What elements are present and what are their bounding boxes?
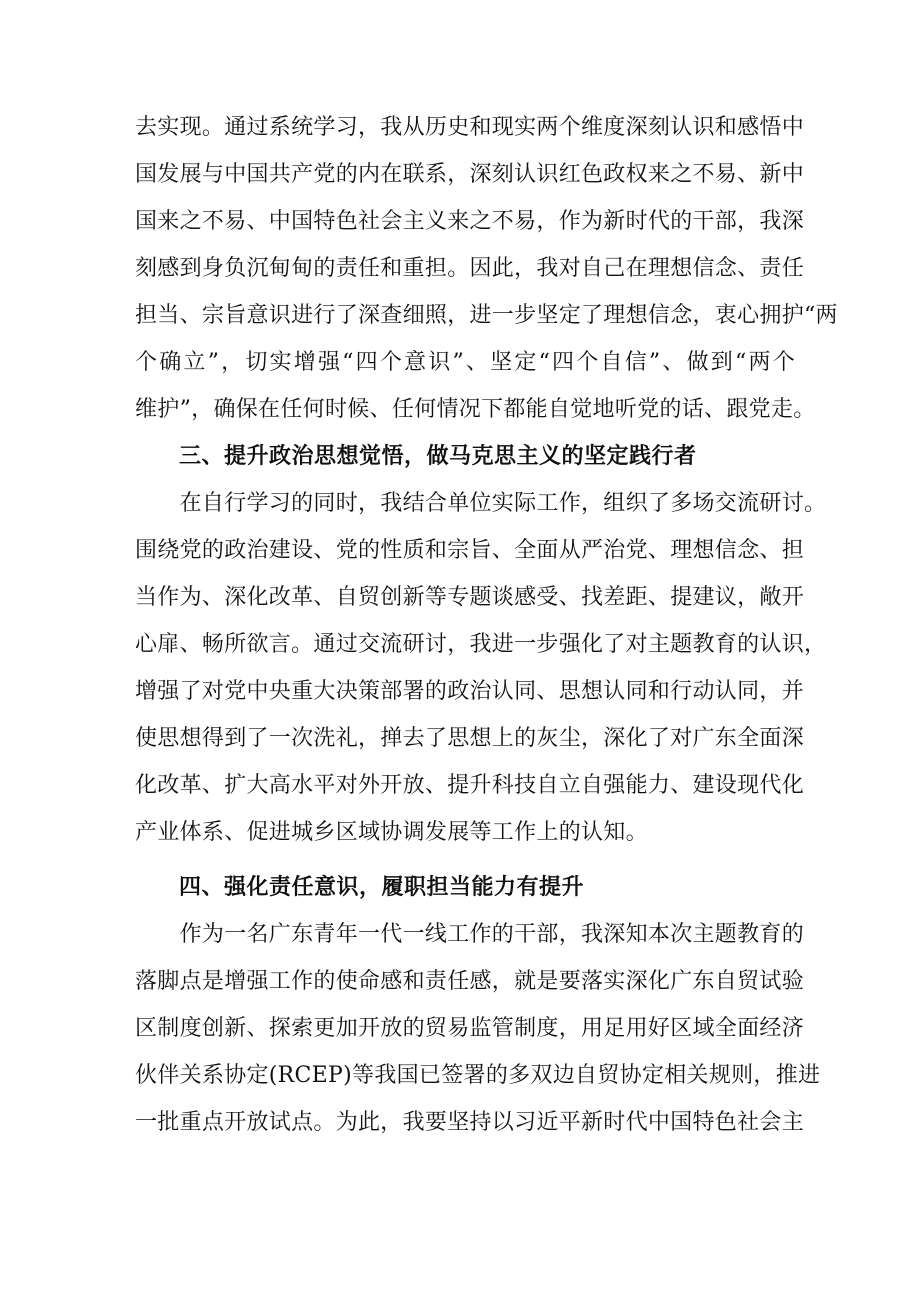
paragraph-line: 化改革、扩大高水平对外开放、提升科技自立自强能力、建设现代化	[135, 773, 805, 798]
paragraph-line: 个确立”，切实增强“四个意识”、坚定“四个自信”、做到“两个	[135, 350, 795, 375]
paragraph-line: 维护”，确保在任何时候、任何情况下都能自觉地听党的话、跟党走。	[135, 397, 816, 422]
paragraph-line: 区制度创新、探索更加开放的贸易监管制度，用足用好区域全面经济	[135, 1016, 805, 1041]
paragraph-line: 使思想得到了一次洗礼，掸去了思想上的灰尘，深化了对广东全面深	[135, 726, 805, 751]
paragraph-line: 产业体系、促进城乡区域协调发展等工作上的认知。	[135, 820, 648, 845]
paragraph-line: 国来之不易、中国特色社会主义来之不易，作为新时代的干部，我深	[135, 209, 805, 234]
paragraph-2	[135, 480, 827, 856]
paragraph-line: 落脚点是增强工作的使命感和责任感，就是要落实深化广东自贸试验	[135, 969, 805, 994]
paragraph-3	[135, 911, 821, 1146]
paragraph-line: 刻感到身负沉甸甸的责任和重担。因此，我对自己在理想信念、责任	[135, 256, 805, 281]
paragraph-line: 担当、宗旨意识进行了深查细照，进一步坚定了理想信念，衷心拥护“两	[135, 303, 838, 328]
paragraph-1	[135, 104, 838, 433]
paragraph-line: 在自行学习的同时，我结合单位实际工作，组织了多场交流研讨。	[135, 491, 827, 516]
document-page	[135, 104, 838, 1146]
section-heading-3: 三、提升政治思想觉悟，做马克思主义的坚定践行者	[179, 444, 697, 469]
paragraph-line: 增强了对党中央重大决策部署的政治认同、思想认同和行动认同，并	[135, 679, 805, 704]
paragraph-line: 去实现。通过系统学习，我从历史和现实两个维度深刻认识和感悟中	[135, 115, 805, 140]
paragraph-line: 当作为、深化改革、自贸创新等专题谈感受、找差距、提建议，敞开	[135, 585, 805, 610]
paragraph-line: 作为一名广东青年一代一线工作的干部，我深知本次主题教育的	[135, 922, 805, 947]
paragraph-line: 围绕党的政治建设、党的性质和宗旨、全面从严治党、理想信念、担	[135, 538, 805, 563]
spacer	[135, 856, 795, 864]
paragraph-line: 一批重点开放试点。为此，我要坚持以习近平新时代中国特色社会主	[135, 1110, 805, 1135]
paragraph-line: 心扉、畅所欲言。通过交流研讨，我进一步强化了对主题教育的认识，	[135, 632, 827, 657]
section-heading-4: 四、强化责任意识，履职担当能力有提升	[179, 875, 585, 900]
paragraph-line: 国发展与中国共产党的内在联系，深刻认识红色政权来之不易、新中	[135, 162, 805, 187]
paragraph-line: 伙伴关系协定(RCEP)等我国已签署的多双边自贸协定相关规则，推进	[135, 1063, 821, 1088]
